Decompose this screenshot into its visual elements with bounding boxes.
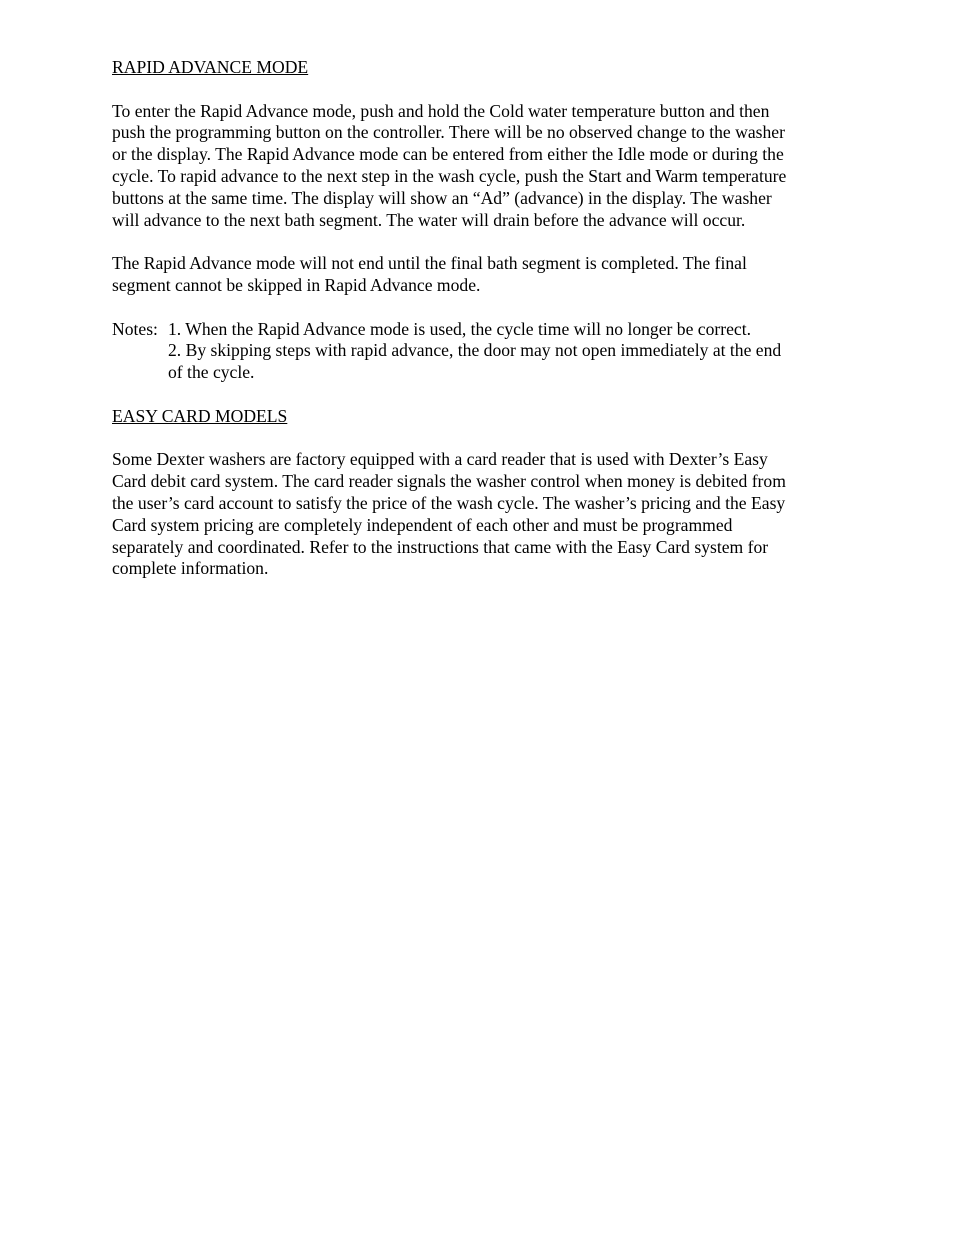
text-line: complete information. [112, 558, 269, 579]
note-2-line-1: 2. By skipping steps with rapid advance, the door may not open immediately at the end [168, 340, 782, 361]
spacer [112, 231, 852, 253]
note-2-line-2: of the cycle. [168, 362, 255, 383]
spacer [112, 79, 852, 101]
text-line: Some Dexter washers are factory equipped with a card reader that is used with Dexter’s Easy [112, 449, 768, 470]
note-1-row [112, 319, 852, 341]
rapid-advance-paragraph-1 [112, 101, 852, 232]
notes-block [112, 319, 852, 384]
text-line: The Rapid Advance mode will not end until the final bath segment is completed. The final [112, 253, 747, 274]
text-line: Card system pricing are completely independent of each other and must be programmed [112, 514, 733, 535]
note-1: 1. When the Rapid Advance mode is used, the cycle time will no longer be correct. [168, 318, 752, 339]
section-heading-rapid-advance: RAPID ADVANCE MODE [112, 57, 309, 77]
text-line: To enter the Rapid Advance mode, push and hold the Cold water temperature button and then [112, 100, 770, 121]
section-heading-easy-card: EASY CARD MODELS [112, 405, 288, 426]
easy-card-paragraph-1 [112, 449, 852, 580]
text-line: the user’s card account to satisfy the price of the wash cycle. The washer’s pricing and the Easy [112, 492, 786, 513]
text-line: buttons at the same time. The display will show an “Ad” (advance) in the display. The washer [112, 187, 772, 208]
spacer [112, 297, 852, 319]
rapid-advance-paragraph-2 [112, 253, 852, 297]
spacer [112, 384, 852, 406]
text-line: or the display. The Rapid Advance mode can be entered from either the Idle mode or during the [112, 144, 784, 165]
text-line: will advance to the next bath segment. The water will drain before the advance will occur. [112, 209, 746, 230]
text-line: Card debit card system. The card reader signals the washer control when money is debited from [112, 471, 786, 492]
text-line: cycle. To rapid advance to the next step in the wash cycle, push the Start and Warm temperature [112, 165, 787, 186]
notes-label: Notes: [112, 318, 158, 339]
document-page [112, 57, 852, 580]
spacer [112, 428, 852, 450]
text-line: separately and coordinated. Refer to the instructions that came with the Easy Card system for [112, 536, 769, 557]
text-line: push the programming button on the controller. There will be no observed change to the washer [112, 122, 785, 143]
text-line: segment cannot be skipped in Rapid Advance mode. [112, 274, 481, 295]
